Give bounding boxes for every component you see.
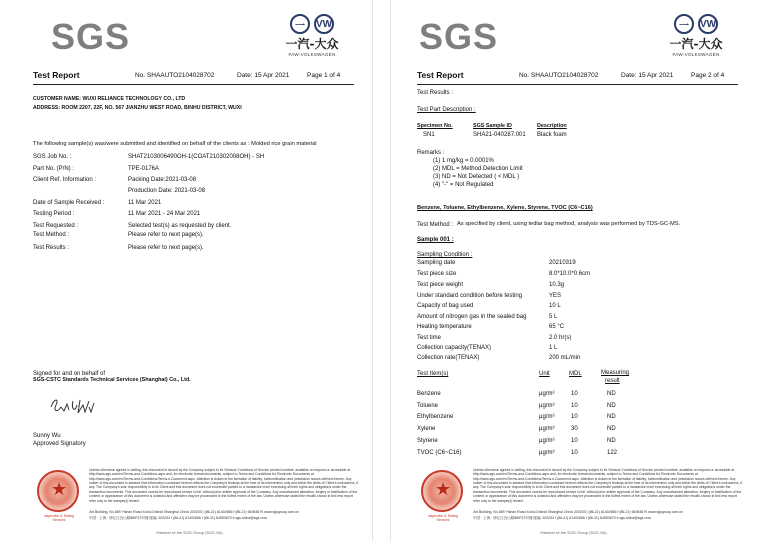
condition-value: 2.0 hr(s) bbox=[549, 335, 572, 341]
condition-label: Sampling date bbox=[417, 260, 456, 266]
table-cell-result: 122 bbox=[607, 450, 618, 456]
footer-address-cn: 中国 · 上海 · 徐汇区宜山路889号3号楼 邮编: 200233 t (86-21) 61402666 f (86-21) 64953679 e sgs.china@sgs.com bbox=[473, 516, 651, 520]
specimen-header: Description bbox=[537, 123, 567, 129]
signer-role: Approved Signatory bbox=[33, 441, 86, 447]
report-title: Test Report bbox=[417, 70, 464, 80]
report-number: No. SHAAUTO2104028702 bbox=[519, 72, 599, 79]
field-label: SGS Job No. : bbox=[33, 154, 72, 160]
table-cell-mdl: 10 bbox=[571, 450, 578, 456]
signed-on-behalf: Signed for and on behalf of bbox=[33, 371, 106, 377]
condition-value: 10.3g bbox=[549, 282, 565, 288]
table-cell-mdl: 10 bbox=[571, 414, 578, 420]
faw-vw-logo bbox=[264, 14, 360, 64]
report-page-1 bbox=[7, 0, 373, 541]
field-value: TPE-0176A bbox=[128, 166, 160, 172]
faw-en-text: FAW-VOLKSWAGEN bbox=[672, 52, 720, 57]
footer-address-cn: 中国 · 上海 · 徐汇区宜山路889号3号楼 邮编: 200233 t (86-21) 61402666 f (86-21) 64953679 e sgs.china@sgs.com bbox=[89, 516, 267, 520]
sgs-member-line: Member of the SGS Group (SGS SA) bbox=[156, 530, 223, 535]
table-cell-unit: μg/m³ bbox=[539, 426, 555, 432]
page-number: Page 2 of 4 bbox=[691, 72, 725, 79]
specimen-header: SGS Sample ID bbox=[473, 123, 512, 129]
condition-label: Heating temperature bbox=[417, 324, 472, 330]
table-cell-mdl: 10 bbox=[571, 403, 578, 409]
field-label: Test Method : bbox=[33, 232, 70, 238]
table-cell-item: Styrene bbox=[417, 438, 438, 444]
faw-emblem-icon: 一 bbox=[290, 14, 310, 34]
report-date: Date: 15 Apr 2021 bbox=[237, 72, 290, 79]
condition-label: Amount of nitrogen gas in the sealed bag bbox=[417, 314, 527, 320]
test-method-text: As specified by client, using tedlar bag method, analysis was performed by TDS-GC-MS. bbox=[457, 221, 681, 227]
field-value: 11 Mar 2021 - 24 Mar 2021 bbox=[128, 211, 201, 217]
footer-fine-print: Unless otherwise agreed in writing, this document is issued by the Company subject to its General Conditions of Service printed overleaf, available on request or accessible at http://www.sgs.com/en/Terms-and-Conditions.aspx and, for electronic format documents, subject to Terms and Conditions for Electronic Documents at http://www.sgs.com/en/Terms-and-Conditions/Terms-e-Document.aspx. Attention is drawn to the limitation of liability, indemnification and jurisdiction issues defined therein. Any holder of this document is advised that information contained hereon reflects the Company's findings at the time of its intervention only and within the limits of Client's instructions, if any. The Company's sole responsibility is to its Client and this document does not exonerate parties to a transaction from exercising all their rights and obligations under the transaction documents. This document cannot be reproduced except in full, without prior written approval of the Company. Any unauthorized alteration, forgery or falsification of the content or appearance of this document is unlawful and offenders may be prosecuted to the fullest extent of the law. Unless otherwise stated the results shown in this test report refer only to the sample(s) tested. bbox=[473, 468, 743, 503]
faw-cn-text: 一汽-大众 bbox=[669, 37, 723, 51]
table-cell-mdl: 10 bbox=[571, 438, 578, 444]
vw-emblem-icon: VW bbox=[314, 14, 334, 34]
specimen-cell: Black foam bbox=[537, 132, 567, 138]
field-value: Packing Date:2021-03-08 bbox=[128, 177, 197, 183]
table-header-unit: Unit bbox=[539, 371, 550, 377]
field-label: Test Results : bbox=[33, 245, 70, 251]
field-label: Test Requested : bbox=[33, 223, 79, 229]
table-cell-item: Benzene bbox=[417, 391, 441, 397]
remark-item: (1) 1 mg/kg = 0.0001% bbox=[433, 158, 494, 164]
page-footer bbox=[25, 466, 360, 528]
page-number: Page 1 of 4 bbox=[307, 72, 341, 79]
table-cell-unit: μg/m³ bbox=[539, 438, 555, 444]
field-value: Production Date: 2021-03-08 bbox=[128, 188, 206, 194]
condition-label: Capacity of bag used bbox=[417, 303, 474, 309]
field-label: Client Ref. Information : bbox=[33, 177, 97, 183]
condition-label: Test piece size bbox=[417, 271, 457, 277]
footer-fine-print: Unless otherwise agreed in writing, this document is issued by the Company subject to its General Conditions of Service printed overleaf, available on request or accessible at http://www.sgs.com/en/Terms-and-Conditions.aspx and, for electronic format documents, subject to Terms and Conditions for Electronic Documents at http://www.sgs.com/en/Terms-and-Conditions/Terms-e-Document.aspx. Attention is drawn to the limitation of liability, indemnification and jurisdiction issues defined therein. Any holder of this document is advised that information contained hereon reflects the Company's findings at the time of its intervention only and within the limits of Client's instructions, if any. The Company's sole responsibility is to its Client and this document does not exonerate parties to a transaction from exercising all their rights and obligations under the transaction documents. This document cannot be reproduced except in full, without prior written approval of the Company. Any unauthorized alteration, forgery or falsification of the content or appearance of this document is unlawful and offenders may be prosecuted to the fullest extent of the law. Unless otherwise stated the results shown in this test report refer only to the sample(s) tested. bbox=[89, 468, 359, 503]
table-cell-unit: μg/m³ bbox=[539, 391, 555, 397]
signer-name: Sunny Wu bbox=[33, 433, 61, 439]
condition-label: Collection rate(TENAX) bbox=[417, 355, 480, 361]
specimen-cell: SHA21-040287.001 bbox=[473, 132, 526, 138]
footer-address-en: 3rd Building, No.889 Yishan Road Xuhui District Shanghai China 200233 t (86-21) 61402666 f (86-21) 64953679 www.sgsgroup.com.cn bbox=[89, 510, 300, 514]
table-cell-item: Xylene bbox=[417, 426, 436, 432]
table-cell-unit: μg/m³ bbox=[539, 403, 555, 409]
test-part-description-label: Test Part Description : bbox=[417, 107, 476, 113]
report-date: Date: 15 Apr 2021 bbox=[621, 72, 674, 79]
footer-address-en: 3rd Building, No.889 Yishan Road Xuhui District Shanghai China 200233 t (86-21) 61402666 f (86-21) 64953679 www.sgsgroup.com.cn bbox=[473, 510, 684, 514]
specimen-header: Specimen No. bbox=[417, 123, 453, 129]
table-cell-result: ND bbox=[607, 403, 616, 409]
condition-label: Test time bbox=[417, 335, 442, 341]
table-header-result: result bbox=[605, 378, 620, 384]
condition-value: 1 L bbox=[549, 345, 558, 351]
report-number: No. SHAAUTO2104028702 bbox=[135, 72, 215, 79]
table-header-result: Measuring bbox=[601, 370, 630, 376]
condition-value: 10 L bbox=[549, 303, 561, 309]
seal-caption: Inspection & Testing Services bbox=[427, 514, 459, 522]
report-title: Test Report bbox=[33, 70, 80, 80]
condition-value: YES bbox=[549, 293, 562, 299]
table-cell-result: ND bbox=[607, 438, 616, 444]
table-header-mdl: MDL bbox=[569, 371, 582, 377]
seal-star-icon: ★ bbox=[51, 479, 68, 499]
seal-star-icon: ★ bbox=[435, 479, 452, 499]
condition-label: Collection capacity(TENAX) bbox=[417, 345, 492, 351]
seal-caption: Inspection & Testing Services bbox=[43, 514, 75, 522]
report-page-2 bbox=[390, 0, 756, 541]
condition-label: Test piece weight bbox=[417, 282, 464, 288]
condition-value: 20210319 bbox=[549, 260, 576, 266]
remarks-label: Remarks : bbox=[417, 150, 445, 156]
test-method-label: Test Method : bbox=[417, 222, 454, 228]
table-cell-mdl: 30 bbox=[571, 426, 578, 432]
faw-emblem-icon: 一 bbox=[674, 14, 694, 34]
vw-emblem-icon: VW bbox=[698, 14, 718, 34]
condition-label: Under standard condition before testing bbox=[417, 293, 523, 299]
faw-vw-logo bbox=[648, 14, 744, 64]
table-cell-item: Toluene bbox=[417, 403, 439, 409]
field-label: Testing Period : bbox=[33, 211, 75, 217]
table-cell-unit: μg/m³ bbox=[539, 414, 555, 420]
field-value: SHAT2103006490OH-1(COAT210302008OH) - SH bbox=[128, 154, 265, 160]
header-divider bbox=[33, 84, 354, 85]
condition-value: 200 mL/min bbox=[549, 355, 581, 361]
test-results-label: Test Results : bbox=[417, 90, 454, 96]
condition-value: 65 °C bbox=[549, 324, 565, 330]
section-title: Benzene, Toluene, Ethylbenzene, Xylene, Styrene, TVOC (C6~C16) bbox=[417, 205, 593, 211]
header-divider bbox=[417, 84, 738, 85]
customer-address: ADDRESS: ROOM 2207, 22F, NO. 567 JIANZHU WEST ROAD, BINHU DISTRICT, WUXI bbox=[33, 105, 242, 111]
condition-value: 8.0*10.0*0.6cm bbox=[549, 271, 591, 277]
table-cell-result: ND bbox=[607, 414, 616, 420]
field-value: Selected test(s) as requested by client. bbox=[128, 223, 232, 229]
field-value: Please refer to next page(s). bbox=[128, 245, 204, 251]
field-value: Please refer to next page(s). bbox=[128, 232, 204, 238]
table-cell-item: TVOC (C6~C16) bbox=[417, 450, 462, 456]
page-footer bbox=[409, 466, 744, 528]
table-cell-result: ND bbox=[607, 426, 616, 432]
sampling-condition-label: Sampling Condition : bbox=[417, 252, 473, 258]
field-label: Part No. (P/N) : bbox=[33, 166, 75, 172]
sgs-logo: SGS bbox=[51, 16, 131, 57]
report-header bbox=[391, 70, 756, 84]
table-header-item: Test Item(s) bbox=[417, 371, 449, 377]
faw-cn-text: 一汽-大众 bbox=[285, 37, 339, 51]
remark-item: (4) "-" = Not Regulated bbox=[433, 182, 494, 188]
report-header bbox=[7, 70, 372, 84]
remark-item: (3) ND = Not Detected ( < MDL ) bbox=[433, 174, 520, 180]
field-value: 11 Mar 2021 bbox=[128, 200, 162, 206]
faw-en-text: FAW-VOLKSWAGEN bbox=[288, 52, 336, 57]
signing-company: SGS-CSTC Standards Technical Services (Shanghai) Co., Ltd. bbox=[33, 377, 191, 383]
intro-text: The following sample(s) was/were submitted and identified on behalf of the clients as : Molded rice grain material bbox=[33, 141, 317, 147]
customer-name: CUSTOMER NAME: WUXI RELIANCE TECHNOLOGY CO., LTD bbox=[33, 96, 186, 102]
signature-image bbox=[47, 395, 107, 417]
sgs-member-line: Member of the SGS Group (SGS SA) bbox=[540, 530, 607, 535]
field-label: Date of Sample Received : bbox=[33, 200, 105, 206]
table-cell-mdl: 10 bbox=[571, 391, 578, 397]
table-cell-result: ND bbox=[607, 391, 616, 397]
table-cell-unit: μg/m³ bbox=[539, 450, 555, 456]
sgs-logo: SGS bbox=[419, 16, 499, 57]
condition-value: 5 L bbox=[549, 314, 558, 320]
specimen-cell: SN1 bbox=[423, 132, 435, 138]
sample-label: Sample 001 : bbox=[417, 237, 454, 243]
remark-item: (2) MDL = Method Detection Limit bbox=[433, 166, 523, 172]
table-cell-item: Ethylbenzene bbox=[417, 414, 454, 420]
